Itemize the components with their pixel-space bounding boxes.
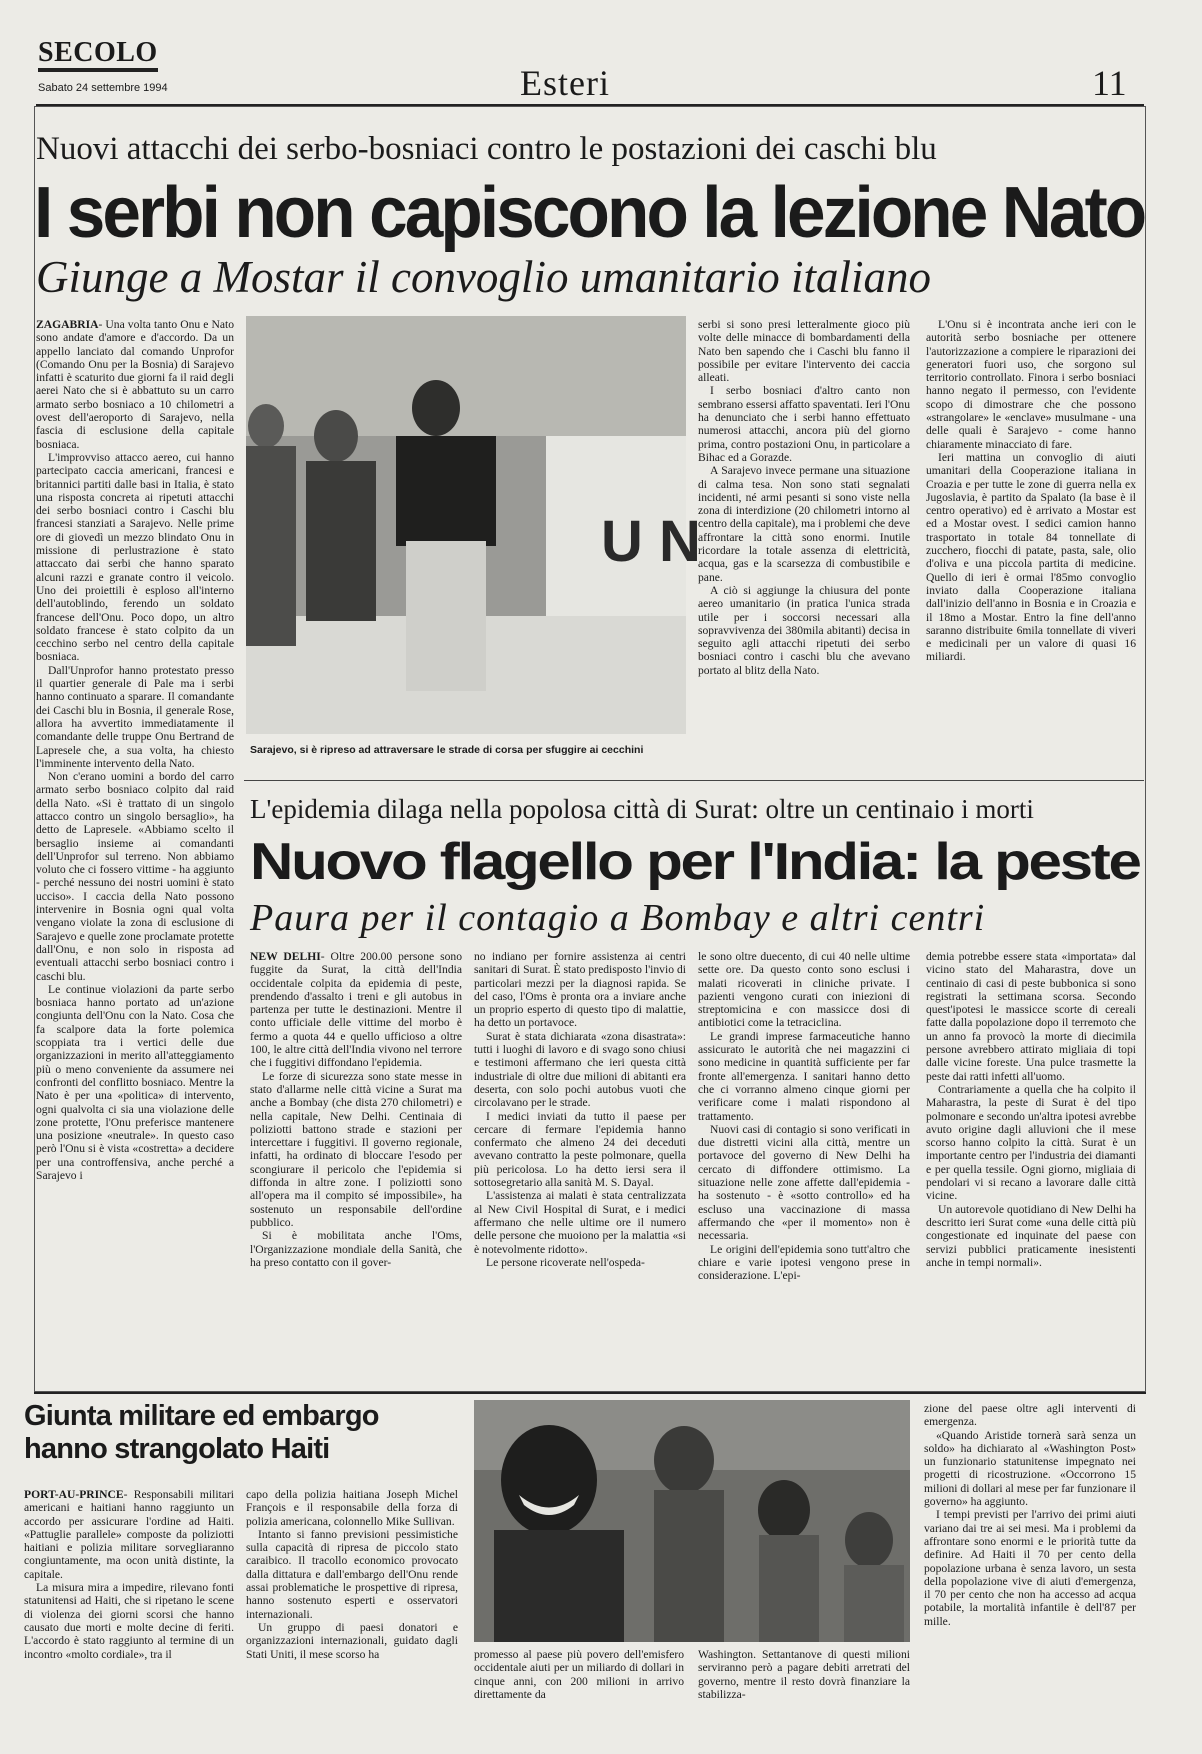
article3-col5-para: I tempi previsti per l'arrivo dei primi aiuti variano dai tre ai sei mesi. Ma i problemi da affrontare sono enormi e le priorità tutte da definire. Ad Haiti il 70 per cento della popolazione urbana è senza lavoro, un sesta della popolazione vive di aiuti d'emergenza, il 70 per cento che non ha accesso ad acqua potabile, la mortalità infantile è dell'87 per mille. xyxy=(924,1508,1136,1628)
article1-headline: I serbi non capiscono la lezione Nato xyxy=(34,173,1145,253)
haiti-photo-art xyxy=(474,1400,910,1642)
article2-col1-para: Le forze di sicurezza sono state messe in stato d'allarme nelle città vicine a Surat ma anche a Bombay (che dista 270 chilometri) e nella capitale, New Delhi. Centinaia di poliziotti battono strade e stazioni per intercettare i fuggitivi. Il governo regionale, infatti, ha ordinato di bloccare l'esodo per scongiurare il pericolo che l'epidemia si diffonda in altre zone. I poliziotti sono all'opera ma il compito sé impossibile», ha sostenuto un responsabile dell'ordine pubblico. xyxy=(250,1069,462,1229)
article1-col3-para: A Sarajevo invece permane una situazione di calma tesa. Non sono stati segnalati incidenti, né armi pesanti si sono viste nella zona di interdizione (20 chilometri intorno al centro della capitale), ma i problemi che deve affrontare la città sono enormi. Inutile ricordare la totale assenza di elettricità, acqua, gas e la scarsezza di combustibile e pane. xyxy=(698,464,910,584)
article1-kicker: Nuovi attacchi dei serbo-bosniaci contro le postazioni dei caschi blu xyxy=(36,131,937,167)
article1-column-3 xyxy=(698,318,910,773)
article1-col3-para: serbi si sono presi letteralmente gioco più volte delle minacce di bombardamenti della Nato ben sapendo che i Caschi blu fanno il possibile per evitare l'intervento dei caccia alleati. xyxy=(698,318,910,385)
article2-col3-para: Nuovi casi di contagio si sono verificati in due distretti vicini alla città, mentre un portavoce del governo di New Delhi ha cercato di diffondere ottimismo. La situazione nelle zone affette dall'epidemia - ha sostenuto - è «sotto controllo» ed ha escluso una vaccinazione di massa affermando che «per il momento» non è necessaria. xyxy=(698,1122,910,1243)
article3-col5-para: «Quando Aristide tornerà sarà senza un soldo» ha dichiarato al «Washington Post» un funzionario statunitense impegnato nei progetti di ricostruzione. «Occorrono 15 milioni di dollari al mese per far funzionare il governo» ha aggiunto. xyxy=(924,1428,1136,1509)
bottom-section-rule xyxy=(34,1392,1146,1394)
article3-column-2 xyxy=(246,1488,458,1744)
article2-col2-para: Le persone ricoverate nell'ospeda- xyxy=(486,1255,645,1269)
article2-col1-para: Si è mobilitata anche l'Oms, l'Organizzazione mondiale della Sanità, che ha preso contatto con il gover- xyxy=(250,1229,462,1269)
article2-col4-para: Contrariamente a quella che ha colpito il Maharastra, la peste di Surat è del tipo polmonare e secondo un'altra ipotesi avrebbe avuto origine dagli alluvioni che il mese scorso hanno colpito la città. Surat è un importante centro per l'industria dei diamanti e per quella tessile. Ogni giorno, migliaia di pendolari vi si recano a lavorare dalle città vicine. xyxy=(926,1082,1136,1203)
article3-column-1 xyxy=(24,1488,234,1744)
article2-column-1 xyxy=(250,950,462,1380)
article2-dateline: NEW DELHI xyxy=(250,950,321,963)
article2-column-4 xyxy=(926,950,1136,1380)
article1-col1-para: Non c'erano uomini a bordo del carro armato serbo bosniaco colpito dal raid della Nato. «Si è trattato di un singolo attacco contro un singolo bersaglio», ha detto de Lapresele. «Abbiamo scelto il bersaglio insieme ai comandanti dell'Unprofor sul terreno. Non abbiamo voluto che ci fossero vittime - ha aggiunto - perché nessuno dei nostri uomini è stato ucciso». I caccia della Nato possono intervenire in Bosnia ogni qual volta vengano violate la zona di esclusione di Sarajevo e quelle zone proclamate protette dall'Onu, e non solo in risposta ad eventuali attacchi serbo bosniaci contro i caschi blu. xyxy=(36,770,234,983)
article3-column-5 xyxy=(924,1402,1136,1744)
article1-dateline: ZAGABRIA xyxy=(36,318,99,331)
article3-column-3 xyxy=(474,1648,684,1744)
page-number: 11 xyxy=(1092,63,1127,103)
section-divider xyxy=(244,780,1144,781)
article2-col3-para: Le origini dell'epidemia sono tutt'altro che chiare e varie ipotesi vengono prese in considerazione. L'epi- xyxy=(698,1242,910,1283)
article3-dateline: PORT-AU-PRINCE xyxy=(24,1488,124,1501)
article2-col4-para: demia potrebbe essere stata «importata» dal vicino stato del Maharastra, dove un centinaio di casi di peste bubbonica si sono registrati la settimana scorsa. Secondo quest'ipotesi le massicce scorte di cereali fatte dalla popolazione dopo il terremoto che un anno fa provocò la morte di diecimila persone avrebbero attirato migliaia di topi dalle vicine foreste. Una pulce trasmette la peste dai ratti infetti all'uomo. xyxy=(926,950,1136,1083)
sarajevo-photo xyxy=(246,316,701,734)
article1-col3-para: I serbo bosniaci d'altro canto non sembrano essersi affatto spaventati. Ieri l'Onu ha denunciato che i serbi hanno effettuato numerosi attacchi, ancora più del giorno prima, contro postazioni Onu, in particolare a Bihac ed a Gorazde. xyxy=(698,384,910,464)
article2-col4-para: Un autorevole quotidiano di New Delhi ha descritto ieri Surat come «una delle città più congestionate ed inquinate del paese con servizi pubblici praticamente inesistenti anche in tempi normali». xyxy=(926,1202,1136,1269)
article2-subhead: Paura per il contagio a Bombay e altri centri xyxy=(250,897,986,939)
article3-col2-para: Intanto si fanno previsioni pessimistiche sulla capacità di ripresa de piccolo stato caraibico. Il tracollo economico provocato dalla dittatura e dall'embargo dell'Onu rende assai problematiche le prospettive di ripresa, hanno sostenuto esperti e osservatori internazionali. xyxy=(246,1527,458,1621)
article3-col5-para: zione del paese oltre agli interventi di emergenza. xyxy=(924,1402,1136,1429)
vehicle-marking: U N xyxy=(601,509,701,574)
article2-col2-para: no indiano per fornire assistenza ai centri sanitari di Surat. È stato predisposto l'invio di particolari mezzi per la diagnosi rapida. Se del caso, l'Oms è pronta ora a inviare anche un proprio esperto di questo tipo di malattie, ha detto un portavoce. xyxy=(474,950,686,1030)
article3-headline: Giunta militare ed embargo hanno strangolato Haiti xyxy=(24,1400,379,1465)
newspaper-name: SECOLO xyxy=(38,38,158,72)
article3-column-4 xyxy=(698,1648,910,1744)
article2-kicker: L'epidemia dilaga nella popolosa città di Surat: oltre un centinaio i morti xyxy=(250,794,1034,824)
article2-col2-para: I medici inviati da tutto il paese per cercare di fermare l'epidemia hanno confermato che almeno 24 dei deceduti avevano contratto la peste polmonare, quella più pericolosa. Lo ha detto iersi sera il sottosegretario alla sanità M. S. Dayal. xyxy=(474,1109,686,1190)
article3-col1-para: PORT-AU-PRINCE- Responsabili militari americani e haitiani hanno raggiunto un accordo per assicurare l'ordine ad Haiti. «Pattuglie parallele» composte da poliziotti haitiani e polizia militare sorvegliaranno congiuntamente, ma ocon unità distinte, la capitale. xyxy=(24,1488,234,1581)
article1-col1-para: Dall'Unprofor hanno protestato presso il quartier generale di Pale ma i serbi hanno continuato a sparare. Il comandante dei Caschi blu in Bosnia, il generale Rose, allora ha avvertito immediatamente il comandante delle truppe Onu Bertrand de Lapresele che, a sua volta, ha chiesto l'imminente intervento della Nato. xyxy=(36,663,234,770)
article2-headline: Nuovo flagello per l'India: la peste xyxy=(250,833,1140,891)
sarajevo-photo-art xyxy=(246,316,701,734)
article2-col3-para: Le grandi imprese farmaceutiche hanno assicurato le autorità che nei magazzini ci sono medicine in quantità sufficiente per far fronte all'emergenza. I sanitari hanno detto che ci vorranno almeno cinque giorni per verificare come i malati rispondono al trattamento. xyxy=(698,1029,910,1123)
haiti-photo xyxy=(474,1400,910,1642)
article3-col3-para: promesso al paese più povero dell'emisfero occidentale aiuti per un miliardo di dollari in cinque anni, con 200 milioni in arrivo direttamente da xyxy=(474,1648,684,1701)
article2-column-2 xyxy=(474,950,686,1380)
article1-column-4 xyxy=(926,318,1136,773)
article1-col1-para: L'improvviso attacco aereo, cui hanno partecipato caccia americani, francesi e britannici partiti dalle basi in Italia, è stato una risposta concreta ai ripetuti attacchi dei serbo bosniaci contro i Caschi blu francesi stanziati a Sarajevo. Nelle prime ore di giovedì un mezzo blindato Onu in missione di perlustrazione è stato attaccato dai serbi che hanno sparato alcuni razzi e granate contro il veicolo. Uno dei proiettili è esploso all'interno dell'autoblindo, ferendo un soldato francese dell'Onu. Poco dopo, un altro soldato francese è stato colpito da un cecchino serbo nel centro della capitale bosniaca. xyxy=(36,450,234,664)
article1-column-1 xyxy=(36,318,234,1390)
issue-date: Sabato 24 settembre 1994 xyxy=(38,82,168,94)
article2-column-3 xyxy=(698,950,910,1380)
article1-col3-para: A ciò si aggiunge la chiusura del ponte aereo umanitario (in pratica l'unica strada utile per i soccorsi necessari alla sopravvivenza dei 380mila abitanti) decisa in seguito agli attacchi ripetuti dei serbo bosniaci contro i caschi blu che avevano portato al blitz della Nato. xyxy=(698,583,910,677)
article1-col1-para: ZAGABRIA- Una volta tanto Onu e Nato sono andate d'amore e d'accordo. Da un appello lanciato dal comando Unprofor (Comando Onu per la Bosnia) di Sarajevo infatti è scaturito due giorni fa il raid degli aerei Nato che si è abbattuto su un carro armato serbo bosniaco a 10 chilometri a ovest dell'aeroporto di Sarajevo, nella fascia di esclusione della capitale bosniaca. xyxy=(36,318,234,451)
article1-subhead: Giunge a Mostar il convoglio umanitario italiano xyxy=(36,252,931,302)
article2-col2-para: Surat è stata dichiarata «zona disastrata»: tutti i luoghi di lavoro e di svago sono chiusi e testimoni affermano che ieri questa città industriale di oltre due milioni di abitanti era deserta, con solo pochi autobus vuoti che circolavano per le strade. xyxy=(474,1029,686,1110)
article2-col3-para: le sono oltre duecento, di cui 40 nelle ultime sette ore. Da questo conto sono esclusi i malati ricoverati in cliniche private. I pazienti vengono curati con iniezioni di streptomicina e con massicce dosi di antibiotici come la tetraciclina. xyxy=(698,950,910,1030)
article3-col2-para: Un gruppo di paesi donatori e organizzazioni internazionali, guidato dagli Stati Uniti, il mese scorso ha xyxy=(246,1620,458,1661)
article2-col1-para: NEW DELHI- Oltre 200.00 persone sono fuggite da Surat, la città dell'India occidentale colpita da epidemia di peste, prendendo d'assalto i treni e gli autobus in partenza per tutte le destinazioni. Mentre il conto ufficiale delle vittime del morbo è fermo a quota 44 e quello ufficioso a oltre 100, le altre città dell'India vivono nel terrore che i fuggitivi diffondano l'epidemia. xyxy=(250,950,462,1070)
article3-col1-para: La misura mira a impedire, rilevano fonti statunitensi ad Haiti, che si ripetano le scene di violenza dei giorni scorsi che hanno causato due morti e molte decine di feriti. L'accordo è stato raggiunto al termine di un incontro «molto cordiale», tra il xyxy=(24,1581,234,1661)
photo-caption: Sarajevo, si è ripreso ad attraversare le strade di corsa per sfuggire ai cecchini xyxy=(250,744,644,756)
article1-col4-para: Ieri mattina un convoglio di aiuti umanitari della Cooperazione italiana in Croazia e per tutte le zone di guerra nella ex Jugoslavia, è partito da Spalato (la base è il centro operativo) ed è arrivato a Mostar est ed a Mostar ovest. I sedici camion hanno trasportato in totale 84 tonnellate di zucchero, fiocchi di patate, pasta, sale, olio d'oliva e una piccola partita di medicine. Quello di ieri è ormai l'85mo convoglio inviato dalla Cooperazione italiana dall'inizio dell'anno in Bosnia e in Croazia e il 18mo a Mostar. Entro la fine dell'anno saranno distribuite 6mila tonnellate di viveri e medicinali per un valore di quasi 16 miliardi. xyxy=(926,450,1136,664)
article1-col1-para: Le continue violazioni da parte serbo bosniaca hanno portato ad un'azione congiunta dell'Onu con la Nato. Cosa che fa scalpore data la forte polemica scoppiata tra i vertici delle due organizzazioni in merito all'atteggiamento più o meno conveniente da assumere nei confronti del conflitto bosniaco. Mentre la Nato è per una «politica» di intervento, ogni qualvolta ci sia una violazione delle zone protette, l'Onu preferisce mantenere una posizione «neutrale». In questo caso però l'Onu si è vista «costretta» a decidere per una controffensiva, anche perché a Sarajevo i xyxy=(36,982,234,1182)
article3-col4-para: Washington. Settantanove di questi milioni serviranno però a pagare debiti arretrati del governo, mentre il resto dovrà finanziare la stabilizza- xyxy=(698,1648,910,1701)
article2-col2-para: L'assistenza ai malati è stata centralizzata al New Civil Hospital di Surat, e i medici affermano che nelle ultime ore il numero delle persone che muoiono per la malattia «si è notevolmente ridotto». xyxy=(474,1189,686,1256)
article1-col4-para: L'Onu si è incontrata anche ieri con le autorità serbo bosniache per ottenere l'autorizzazione a compiere le riparazioni dei generatori fuori uso, che sorgono sul territorio controllato. Finora i serbo bosniaci hanno negato il permesso, con l'evidente scopo di dimostrare che che possono «strangolare» le «enclave» musulmane - una delle quali è Sarajevo - come hanno chiaramente minacciato di fare. xyxy=(926,318,1136,451)
article3-col2-para: capo della polizia haitiana Joseph Michel François e il responsabile della forza di polizia americana, colonnello Mike Sullivan. xyxy=(246,1488,458,1528)
section-title: Esteri xyxy=(520,63,610,103)
